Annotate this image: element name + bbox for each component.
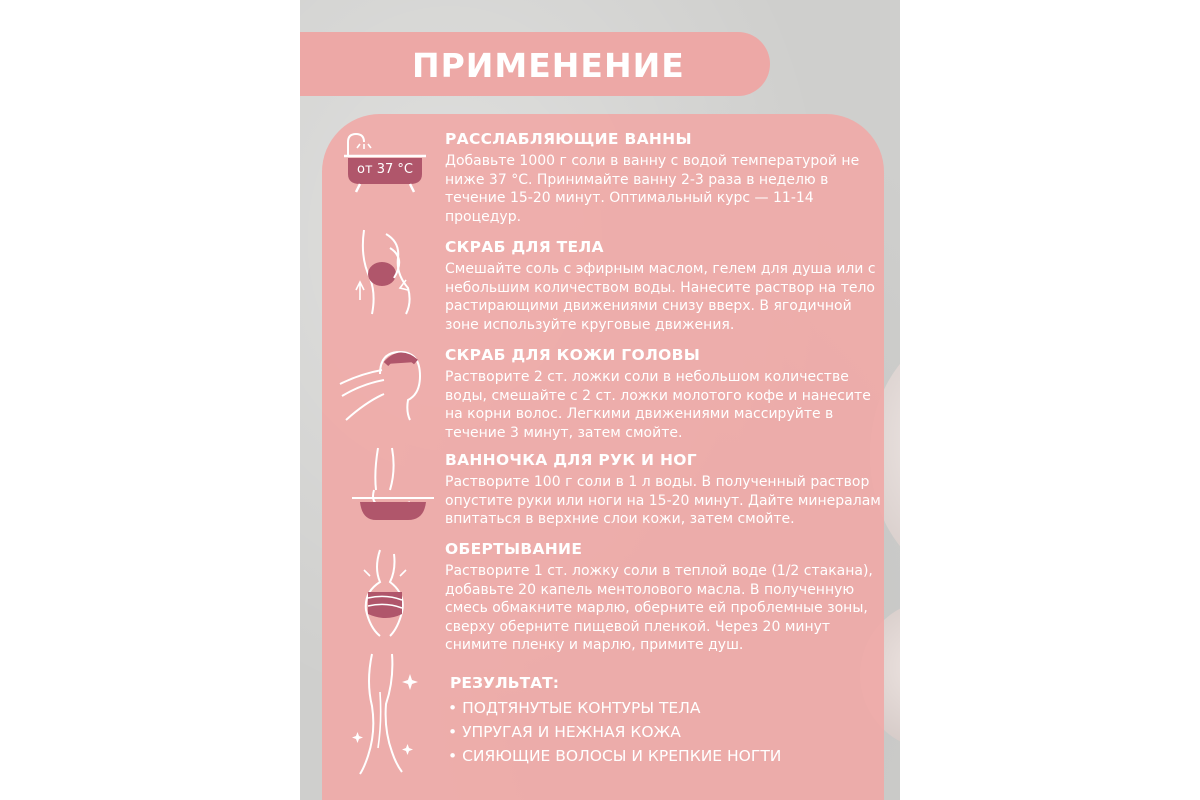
section-heading: СКРАБ ДЛЯ КОЖИ ГОЛОВЫ bbox=[445, 346, 701, 364]
foot-bath-icon bbox=[348, 446, 438, 526]
page-title: ПРИМЕНЕНИЕ bbox=[412, 46, 685, 85]
body-wrap-icon bbox=[350, 548, 420, 638]
bath-temperature-label: от 37 °С bbox=[357, 162, 413, 177]
section-body: Растворите 1 ст. ложку соли в теплой воде (1/2 стакана), добавьте 20 капель ментолового масла. В полученную смесь обмакните марлю, оберните ей проблемные зоны, сверху оберните пищевой пленкой. Через 20 минут снимите пленку и марлю, примите душ. bbox=[445, 563, 873, 654]
section-heading: РАССЛАБЛЯЮЩИЕ ВАННЫ bbox=[445, 130, 692, 148]
result-heading: РЕЗУЛЬТАТ: bbox=[450, 674, 559, 692]
section-body: Растворите 2 ст. ложки соли в небольшом количестве воды, смешайте с 2 ст. ложки молотого кофе и нанесите на корни волос. Легкими движениями массируйте в течение 3 минут, затем смойте. bbox=[445, 369, 871, 441]
poster bbox=[300, 0, 900, 800]
result-list bbox=[448, 696, 781, 768]
section-heading: СКРАБ ДЛЯ ТЕЛА bbox=[445, 238, 604, 256]
list-item: • ПОДТЯНУТЫЕ КОНТУРЫ ТЕЛА bbox=[448, 699, 701, 717]
list-item: • СИЯЮЩИЕ ВОЛОСЫ И КРЕПКИЕ НОГТИ bbox=[448, 747, 782, 765]
section-body: Добавьте 1000 г соли в ванну с водой температурой не ниже 37 °С. Принимайте ванну 2-3 раза в неделю в течение 15-20 минут. Оптимальный курс — 11-14 процедур. bbox=[445, 153, 860, 225]
list-item: • УПРУГАЯ И НЕЖНАЯ КОЖА bbox=[448, 723, 681, 741]
legs-icon bbox=[350, 652, 420, 778]
body-scrub-icon bbox=[350, 228, 420, 316]
section-body: Смешайте соль с эфирным маслом, гелем для душа или с небольшим количеством воды. Нанесите раствор на тело растирающими движениями снизу вверх. В ягодичной зоне используйте круговые движения. bbox=[445, 261, 876, 333]
section-heading: ВАННОЧКА ДЛЯ РУК И НОГ bbox=[445, 451, 697, 469]
scalp-massage-icon bbox=[336, 344, 432, 422]
section-body: Растворите 100 г соли в 1 л воды. В полученный раствор опустите руки или ноги на 15-20 минут. Дайте минералам впитаться в верхние слои кожи, затем смойте. bbox=[445, 474, 881, 528]
section-heading: ОБЕРТЫВАНИЕ bbox=[445, 540, 583, 558]
